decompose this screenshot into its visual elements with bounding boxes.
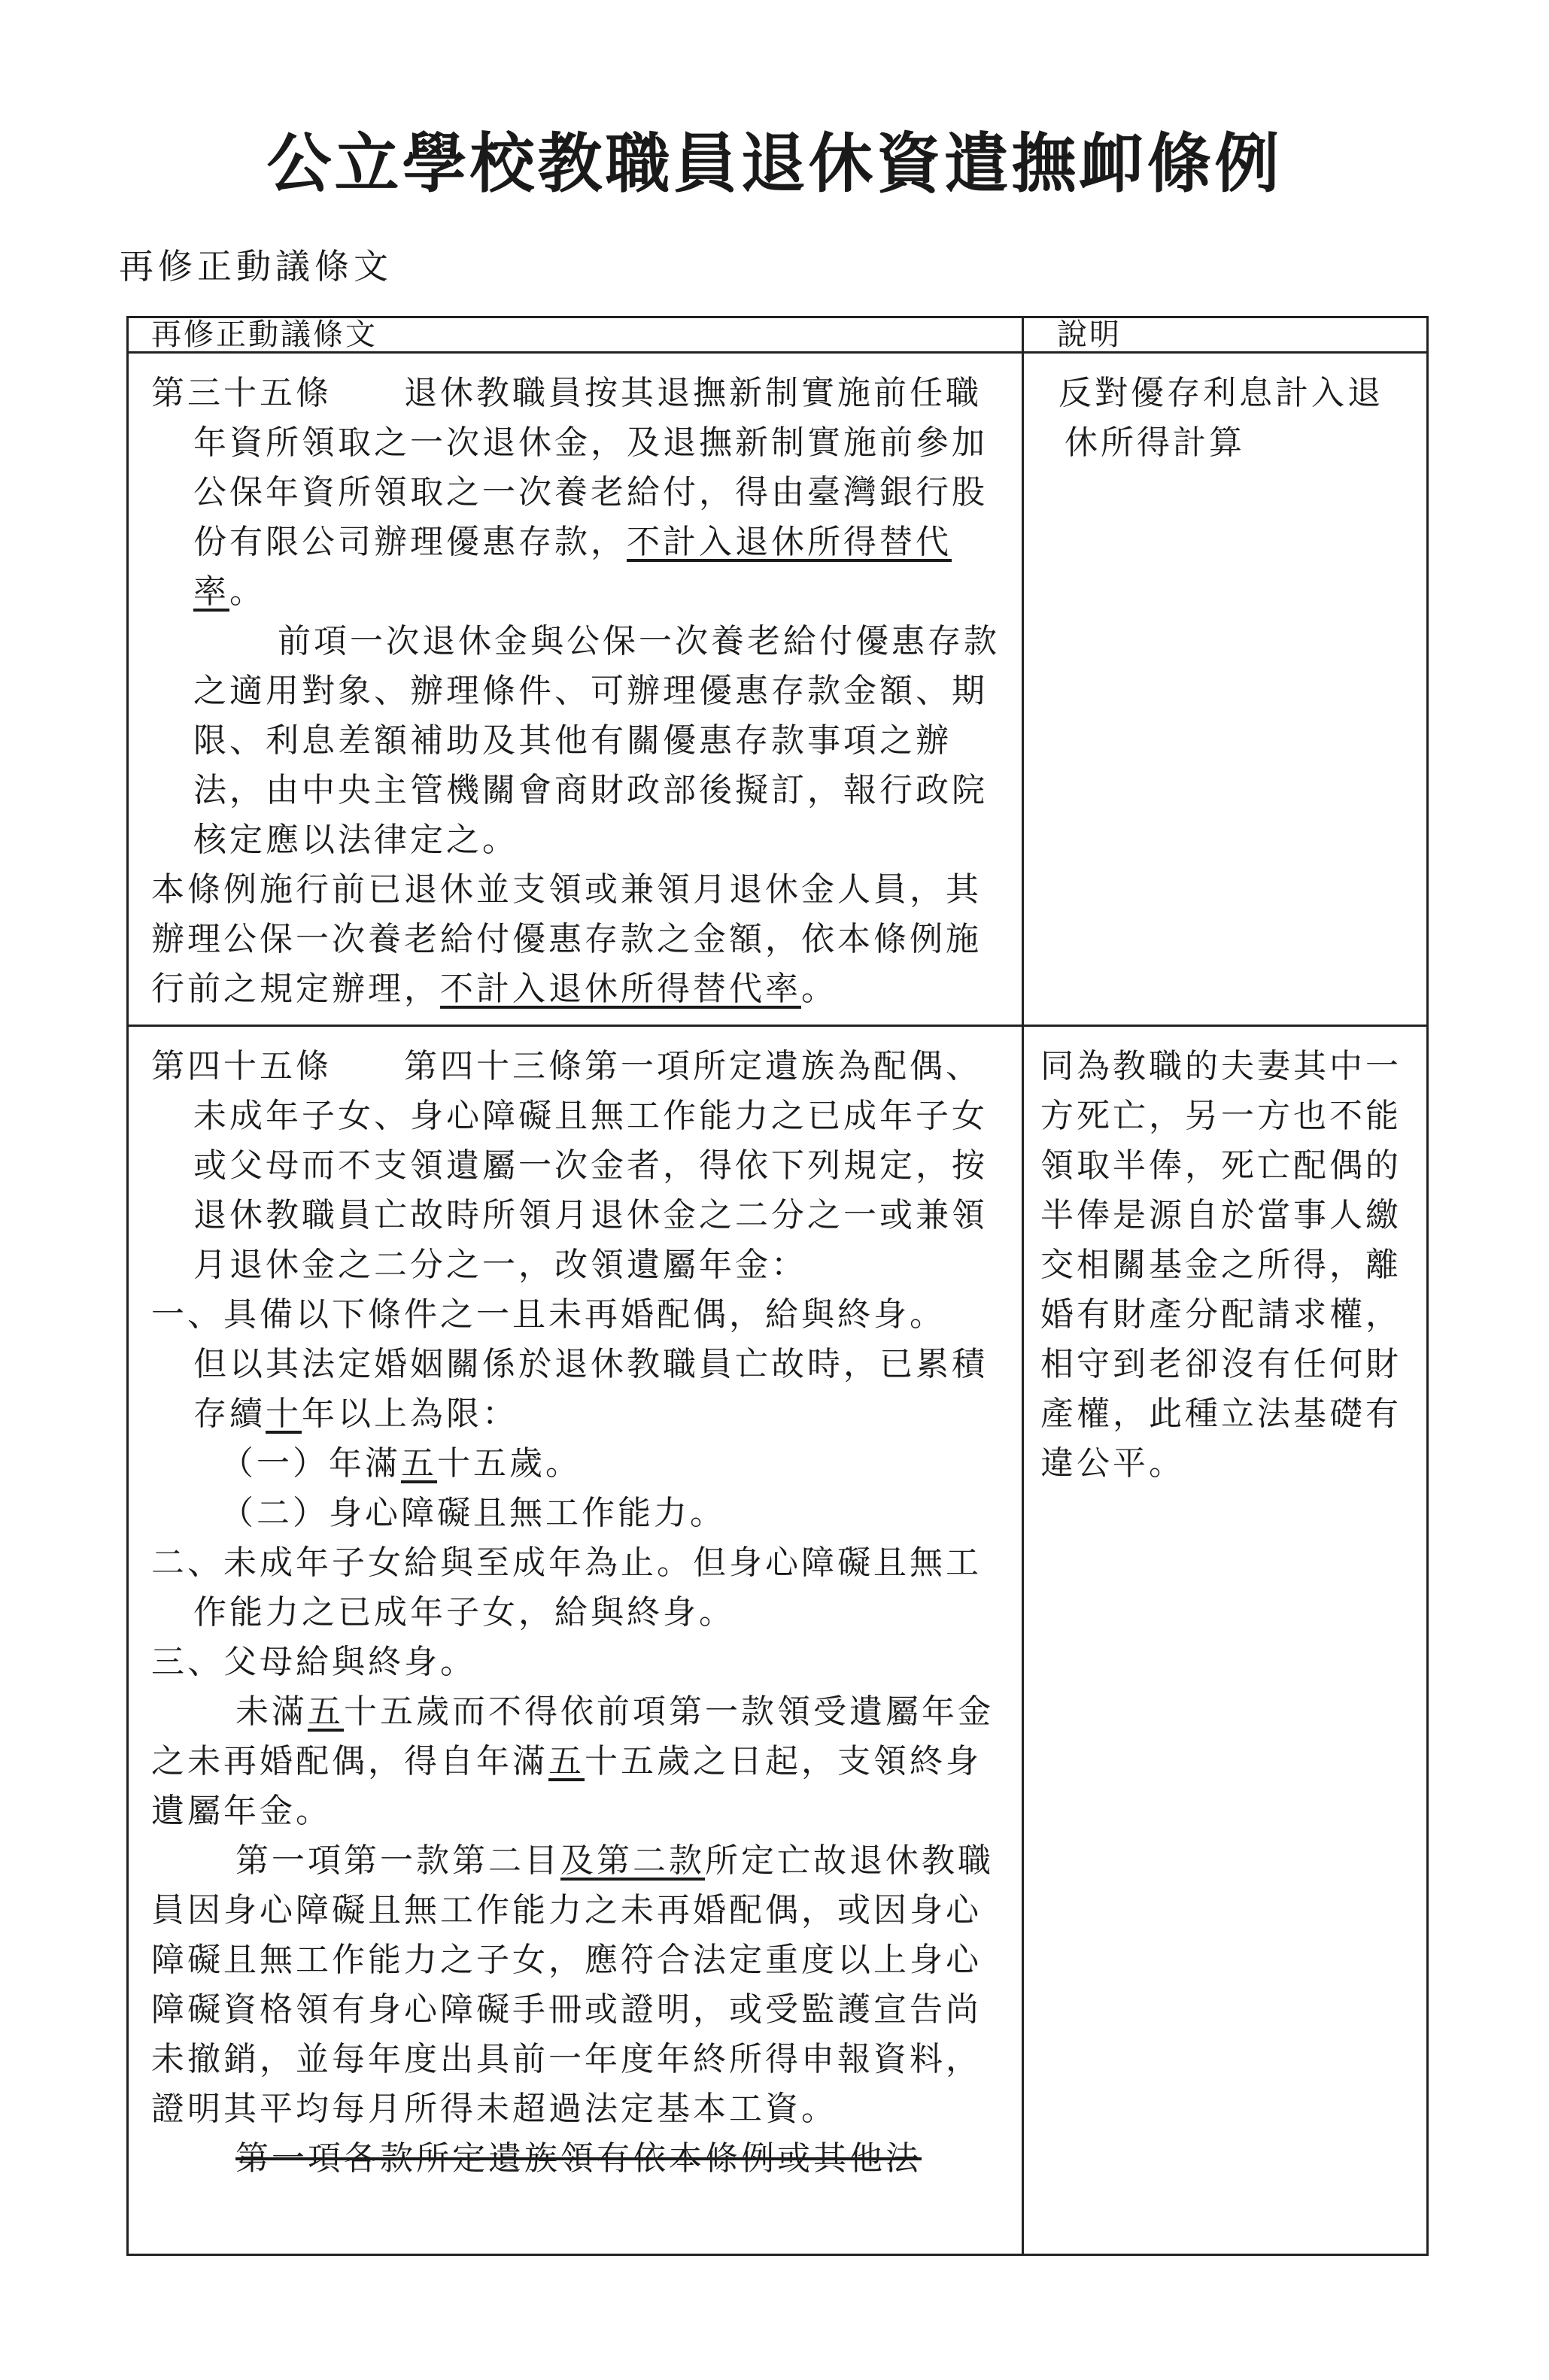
header-amendment-text: 再修正動議條文	[128, 317, 1023, 353]
table-header-row	[128, 317, 1428, 353]
header-explanation: 說明	[1023, 317, 1428, 353]
article-45-paragraph-2: 未滿五十五歲而不得依前項第一款領受遺屬年金之未再婚配偶，得自年滿五十五歲之日起，支領終身遺屬年金。	[151, 1692, 994, 1830]
underlined-amendment: 不計入退休所得替代率	[193, 523, 952, 611]
article-35-paragraph-1: 第三十五條 退休教職員按其退撫新制實施前任職年資所領取之一次退休金，及退撫新制實施前參加公保年資所領取之一次養老給付，得由臺灣銀行股份有限公司辦理優惠存款，不計入退休所得替代率。	[151, 374, 988, 611]
article-45-text-cell	[128, 1026, 1023, 2255]
article-45-paragraph-4-struck	[151, 2134, 1005, 2184]
article-45-paragraph-3: 第一項第一款第二目及第二款所定亡故退休教職員因身心障礙且無工作能力之未再婚配偶，或因身心障礙且無工作能力之子女，應符合法定重度以上身心障礙資格領有身心障礙手冊或證明，或受監護宣告尚未撤銷，並每年度出具前一年度年終所得申報資料，證明其平均每月所得未超過法定基本工資。	[151, 1841, 994, 2128]
article-35-label: 第三十五條	[151, 374, 332, 412]
article-35-explanation: 反對優存利息計入退休所得計算	[1058, 374, 1383, 462]
article-45-item-3: 三、父母給與終身。	[151, 1643, 476, 1681]
article-35-text-cell	[128, 353, 1023, 1026]
struck-text: 第一項各款所定遺族領有依本條例或其他法	[235, 2139, 922, 2178]
article-45-explanation-cell	[1023, 1026, 1428, 2255]
table-row-article-35	[128, 353, 1428, 1026]
document-subtitle: 再修正動議條文	[119, 246, 393, 287]
article-45-paragraph-1: 第四十五條 第四十三條第一項所定遺族為配偶、未成年子女、身心障礙且無工作能力之已成年子女或父母而不支領遺屬一次金者，得依下列規定，按退休教職員亡故時所領月退休金之二分之一或兼領月退休金之二分之一，改領遺屬年金：	[151, 1047, 988, 1284]
article-35-explanation-cell	[1023, 353, 1428, 1026]
article-45-item-1: 一、具備以下條件之一且未再婚配偶，給與終身。	[151, 1295, 946, 1334]
article-35-paragraph-3: 本條例施行前已退休並支領或兼領月退休金人員，其辦理公保一次養老給付優惠存款之金額，依本條例施行前之規定辦理，不計入退休所得替代率。	[151, 870, 982, 1008]
underlined-amendment: 不計入退休所得替代率	[440, 970, 801, 1008]
article-45-item-1-continued: 但以其法定婚姻關係於退休教職員亡故時，已累積存續十年以上為限：	[193, 1345, 988, 1433]
document-title: 公立學校教職員退休資遣撫卹條例	[266, 126, 1283, 202]
table-row-article-45	[128, 1026, 1428, 2255]
article-45-explanation: 同為教職的夫妻其中一方死亡，另一方也不能領取半俸，死亡配偶的半俸是源自於當事人繳交相關基金之所得，離婚有財產分配請求權，相守到老卻沒有任何財產權，此種立法基礎有違公平。	[1040, 1047, 1402, 1483]
article-45-subitem-2: （二）身心障礙且無工作能力。	[220, 1494, 726, 1532]
article-35-paragraph-2: 前項一次退休金與公保一次養老給付優惠存款之適用對象、辦理條件、可辦理優惠存款金額、期限、利息差額補助及其他有關優惠存款事項之辦法，由中央主管機關會商財政部後擬訂，報行政院核定應以法律定之。	[193, 622, 1000, 859]
article-45-label: 第四十五條	[151, 1047, 332, 1085]
article-45-subitem-1: （一）年滿五十五歲。	[220, 1444, 582, 1483]
article-45-item-2: 二、未成年子女給與至成年為止。但身心障礙且無工作能力之已成年子女，給與終身。	[151, 1544, 982, 1632]
amendment-table	[126, 316, 1429, 2256]
